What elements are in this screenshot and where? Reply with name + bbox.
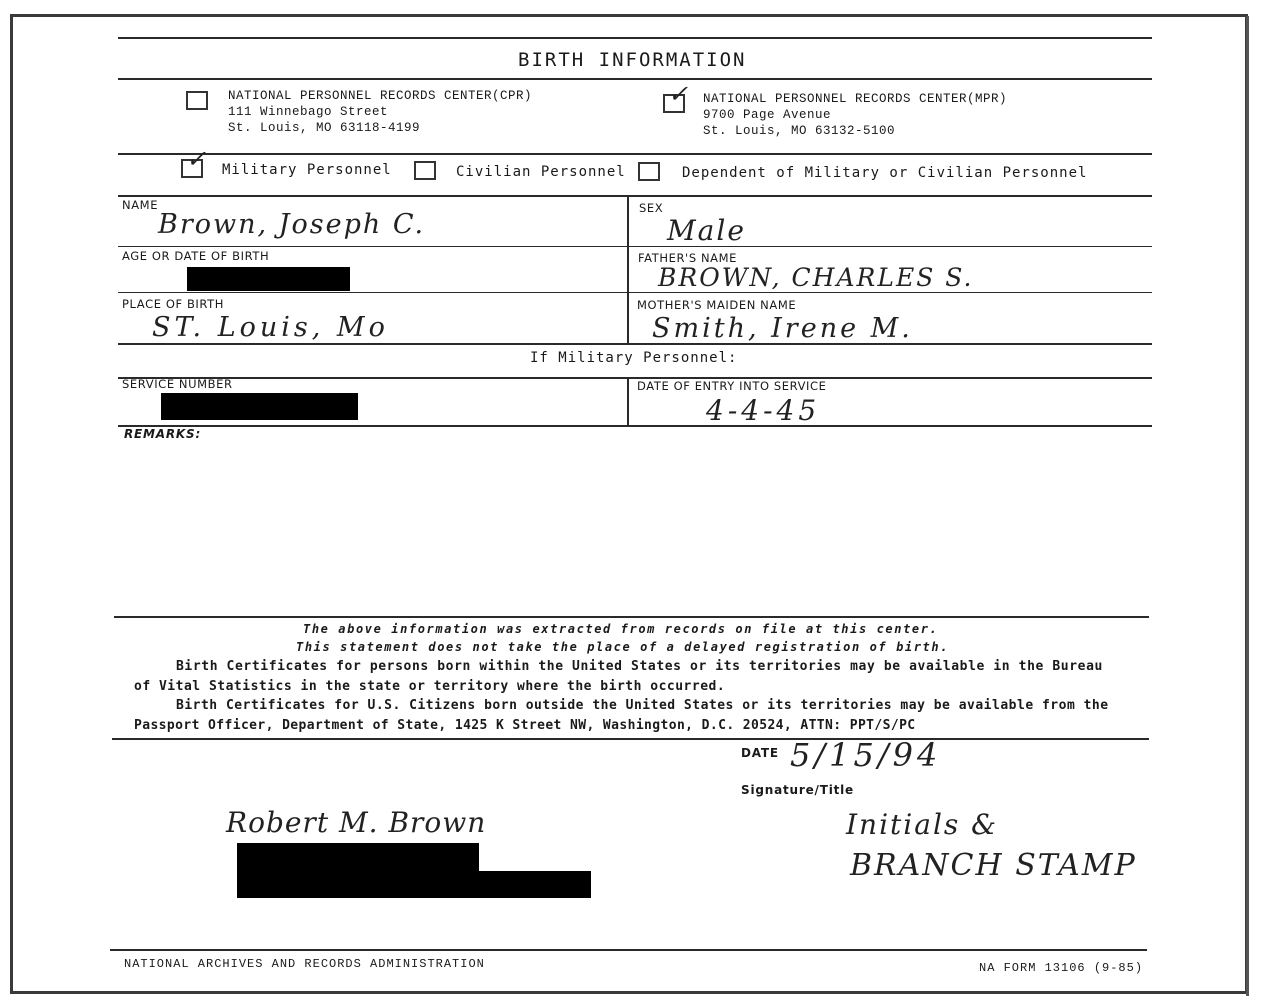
civilian-label: Civilian Personnel [456,164,626,180]
place-label: PLACE OF BIRTH [122,297,225,311]
title-top-rule [118,37,1152,39]
place-value: ST. Louis, Mo [152,312,389,343]
name-value: Brown, Joseph C. [158,209,426,240]
military-heading: If Military Personnel: [530,350,738,366]
footer-agency: NATIONAL ARCHIVES AND RECORDS ADMINISTRATION [124,957,485,971]
military-heading-rule [118,377,1152,379]
notice-para-1b: of Vital Statistics in the state or territory where the birth occurred. [134,679,726,694]
father-label: FATHER'S NAME [638,251,738,265]
row2-rule [118,292,1152,293]
military-check-mark: ✓ [186,145,207,173]
date-label: DATE [741,746,779,760]
entry-date-value: 4-4-45 [706,394,821,427]
cpr-checkbox[interactable] [186,91,208,110]
mpr-check-mark: ✓ [668,80,689,108]
notice-top-rule [114,616,1149,618]
redaction-service-number [161,393,358,420]
title-bottom-rule [118,78,1152,80]
notice-para-2b: Passport Officer, Department of State, 1425 K Street NW, Washington, D.C. 20524, ATTN: PPT/S/PC [134,718,916,733]
date-value: 5/15/94 [790,736,942,774]
notice-bottom-rule [112,738,1149,740]
categories-bottom-rule [118,195,1152,197]
stamp-line-2: BRANCH STAMP [850,848,1137,883]
form-title: BIRTH INFORMATION [518,49,747,71]
cpr-name: NATIONAL PERSONNEL RECORDS CENTER(CPR) [228,89,533,103]
notice-line-2: This statement does not take the place of a delayed registration of birth. [296,640,950,654]
signer-signature: Robert M. Brown [226,806,487,839]
footer-form-number: NA FORM 13106 (9-85) [979,961,1144,975]
cpr-city: St. Louis, MO 63118-4199 [228,121,421,135]
mother-value: Smith, Irene M. [652,313,913,344]
dependent-checkbox[interactable] [638,162,660,181]
redaction-birth-date [187,267,350,291]
cpr-address [228,88,532,136]
service-number-label: SERVICE NUMBER [122,377,233,391]
mother-label: MOTHER'S MAIDEN NAME [637,298,797,312]
entry-date-label: DATE OF ENTRY INTO SERVICE [637,379,827,393]
mpr-name: NATIONAL PERSONNEL RECORDS CENTER(MPR) [703,92,1008,106]
mpr-city: St. Louis, MO 63132-5100 [703,124,896,138]
sex-value: Male [667,214,746,247]
signature-title-label: Signature/Title [741,783,854,797]
footer-rule [110,949,1147,951]
dependent-label: Dependent of Military or Civilian Personnel [682,165,1088,181]
sex-label: SEX [639,201,664,215]
service-divider [627,377,629,425]
military-label: Military Personnel [222,162,392,178]
remarks-label: REMARKS: [124,427,202,441]
father-value: BROWN, CHARLES S. [658,263,974,292]
stamp-line-1: Initials & [846,808,999,841]
notice-line-1: The above information was extracted from records on file at this center. [303,622,939,636]
redaction-signer-1 [237,843,479,873]
row3-rule [118,343,1152,345]
centers-bottom-rule [118,153,1152,155]
notice-para-1a: Birth Certificates for persons born within the United States or its territories may be available in the Bureau [176,659,1103,674]
age-label: AGE OR DATE OF BIRTH [122,249,270,263]
notice-para-2a: Birth Certificates for U.S. Citizens born outside the United States or its territories may be available from the [176,698,1109,713]
name-label: NAME [122,198,159,212]
row1-rule [118,246,1152,247]
form-border-right-shadow [1246,16,1249,996]
redaction-signer-2 [237,871,591,898]
civilian-checkbox[interactable] [414,161,436,180]
mpr-address [703,91,1007,139]
mpr-street: 9700 Page Avenue [703,108,832,122]
service-bottom-rule [118,425,1152,427]
cpr-street: 111 Winnebago Street [228,105,389,119]
fields-center-divider [627,195,629,345]
